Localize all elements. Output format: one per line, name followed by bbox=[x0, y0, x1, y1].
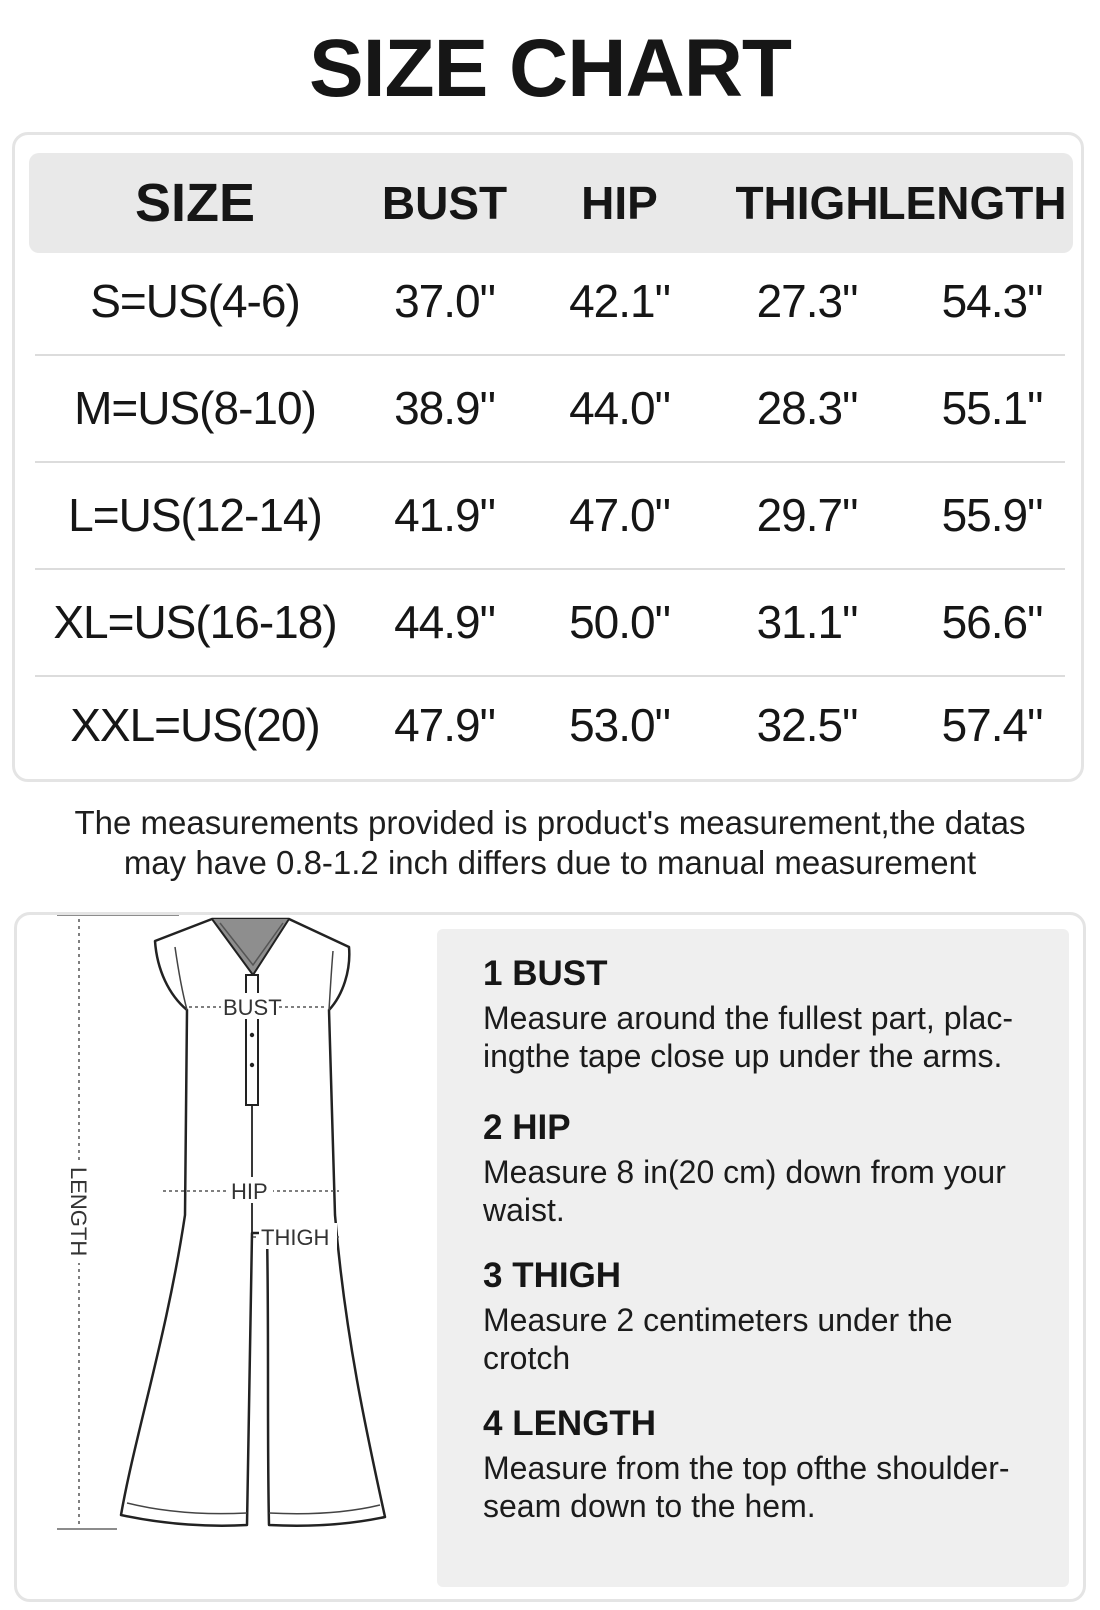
size-cell: XXL=US(20) bbox=[70, 699, 320, 751]
jumpsuit-diagram bbox=[47, 915, 427, 1601]
guide-desc bbox=[483, 1449, 1053, 1525]
guide-title: 4 LENGTH bbox=[483, 1404, 657, 1443]
guide-desc-line: seam down to the hem. bbox=[483, 1488, 816, 1524]
measurement-note bbox=[10, 803, 1090, 883]
header-length: LENGTH bbox=[877, 177, 1067, 229]
button bbox=[250, 1063, 254, 1067]
guide-desc bbox=[483, 1301, 1053, 1377]
measurement-guide bbox=[14, 912, 1086, 1602]
thigh-label: THIGH bbox=[261, 1225, 330, 1250]
hip-cell: 50.0" bbox=[569, 596, 670, 648]
header-thigh: THIGH bbox=[735, 177, 879, 229]
size-cell: M=US(8-10) bbox=[74, 382, 316, 434]
table-row bbox=[15, 247, 1081, 355]
size-cell: L=US(12-14) bbox=[68, 489, 322, 541]
table-header bbox=[29, 153, 1073, 253]
bust-cell: 44.9" bbox=[394, 596, 495, 648]
guide-item-length bbox=[483, 1403, 1053, 1525]
thigh-cell: 31.1" bbox=[756, 596, 858, 648]
table-row bbox=[15, 461, 1081, 569]
length-cell: 56.6" bbox=[941, 596, 1043, 648]
guide-panel bbox=[437, 929, 1069, 1587]
guide-item-thigh bbox=[483, 1255, 1053, 1377]
guide-desc-line: waist. bbox=[483, 1192, 565, 1228]
hip-cell: 47.0" bbox=[569, 489, 670, 541]
guide-item-bust bbox=[483, 953, 1053, 1075]
page-title: SIZE CHART bbox=[309, 23, 791, 114]
jumpsuit-illustration bbox=[47, 915, 427, 1601]
header-bust: BUST bbox=[381, 177, 508, 229]
guide-desc-line: Measure around the fullest part, plac- bbox=[483, 1000, 1014, 1036]
button bbox=[250, 1033, 254, 1037]
hip-cell: 44.0" bbox=[569, 382, 670, 434]
bust-cell: 38.9" bbox=[394, 382, 495, 434]
guide-title: 3 THIGH bbox=[483, 1256, 622, 1295]
length-cell: 57.4" bbox=[941, 699, 1043, 751]
bust-label: BUST bbox=[223, 995, 282, 1020]
table-row bbox=[15, 568, 1081, 676]
size-cell: XL=US(16-18) bbox=[53, 596, 337, 648]
note-line-2: may have 0.8-1.2 inch differs due to manual measurement bbox=[123, 844, 977, 881]
hip-cell: 53.0" bbox=[569, 699, 670, 751]
hip-label: HIP bbox=[231, 1179, 268, 1204]
table-row bbox=[15, 671, 1081, 779]
guide-desc-line: crotch bbox=[483, 1340, 571, 1376]
note-line-1: The measurements provided is product's measurement,the datas bbox=[74, 804, 1026, 841]
size-table bbox=[12, 132, 1084, 782]
guide-desc-line: Measure 8 in(20 cm) down from your bbox=[483, 1154, 1006, 1190]
header-hip: HIP bbox=[581, 177, 658, 229]
guide-desc bbox=[483, 1153, 1053, 1229]
guide-desc-line: ingthe tape close up under the arms. bbox=[483, 1038, 1003, 1074]
bust-cell: 47.9" bbox=[394, 699, 495, 751]
bust-cell: 37.0" bbox=[394, 275, 495, 327]
header-size: SIZE bbox=[134, 173, 256, 233]
table-row bbox=[15, 354, 1081, 462]
thigh-cell: 29.7" bbox=[756, 489, 858, 541]
length-cell: 55.9" bbox=[941, 489, 1043, 541]
guide-item-hip bbox=[483, 1107, 1053, 1229]
thigh-cell: 32.5" bbox=[756, 699, 858, 751]
thigh-cell: 28.3" bbox=[756, 382, 858, 434]
size-cell: S=US(4-6) bbox=[90, 275, 300, 327]
guide-desc bbox=[483, 999, 1053, 1075]
length-cell: 55.1" bbox=[941, 382, 1043, 434]
length-cell: 54.3" bbox=[941, 275, 1043, 327]
guide-title: 1 BUST bbox=[483, 954, 608, 993]
hip-cell: 42.1" bbox=[569, 275, 670, 327]
thigh-cell: 27.3" bbox=[756, 275, 858, 327]
length-label: LENGTH bbox=[66, 1167, 91, 1257]
bust-cell: 41.9" bbox=[394, 489, 495, 541]
guide-title: 2 HIP bbox=[483, 1108, 571, 1147]
guide-desc-line: Measure 2 centimeters under the bbox=[483, 1302, 953, 1338]
guide-desc-line: Measure from the top ofthe shoulder- bbox=[483, 1450, 1010, 1486]
